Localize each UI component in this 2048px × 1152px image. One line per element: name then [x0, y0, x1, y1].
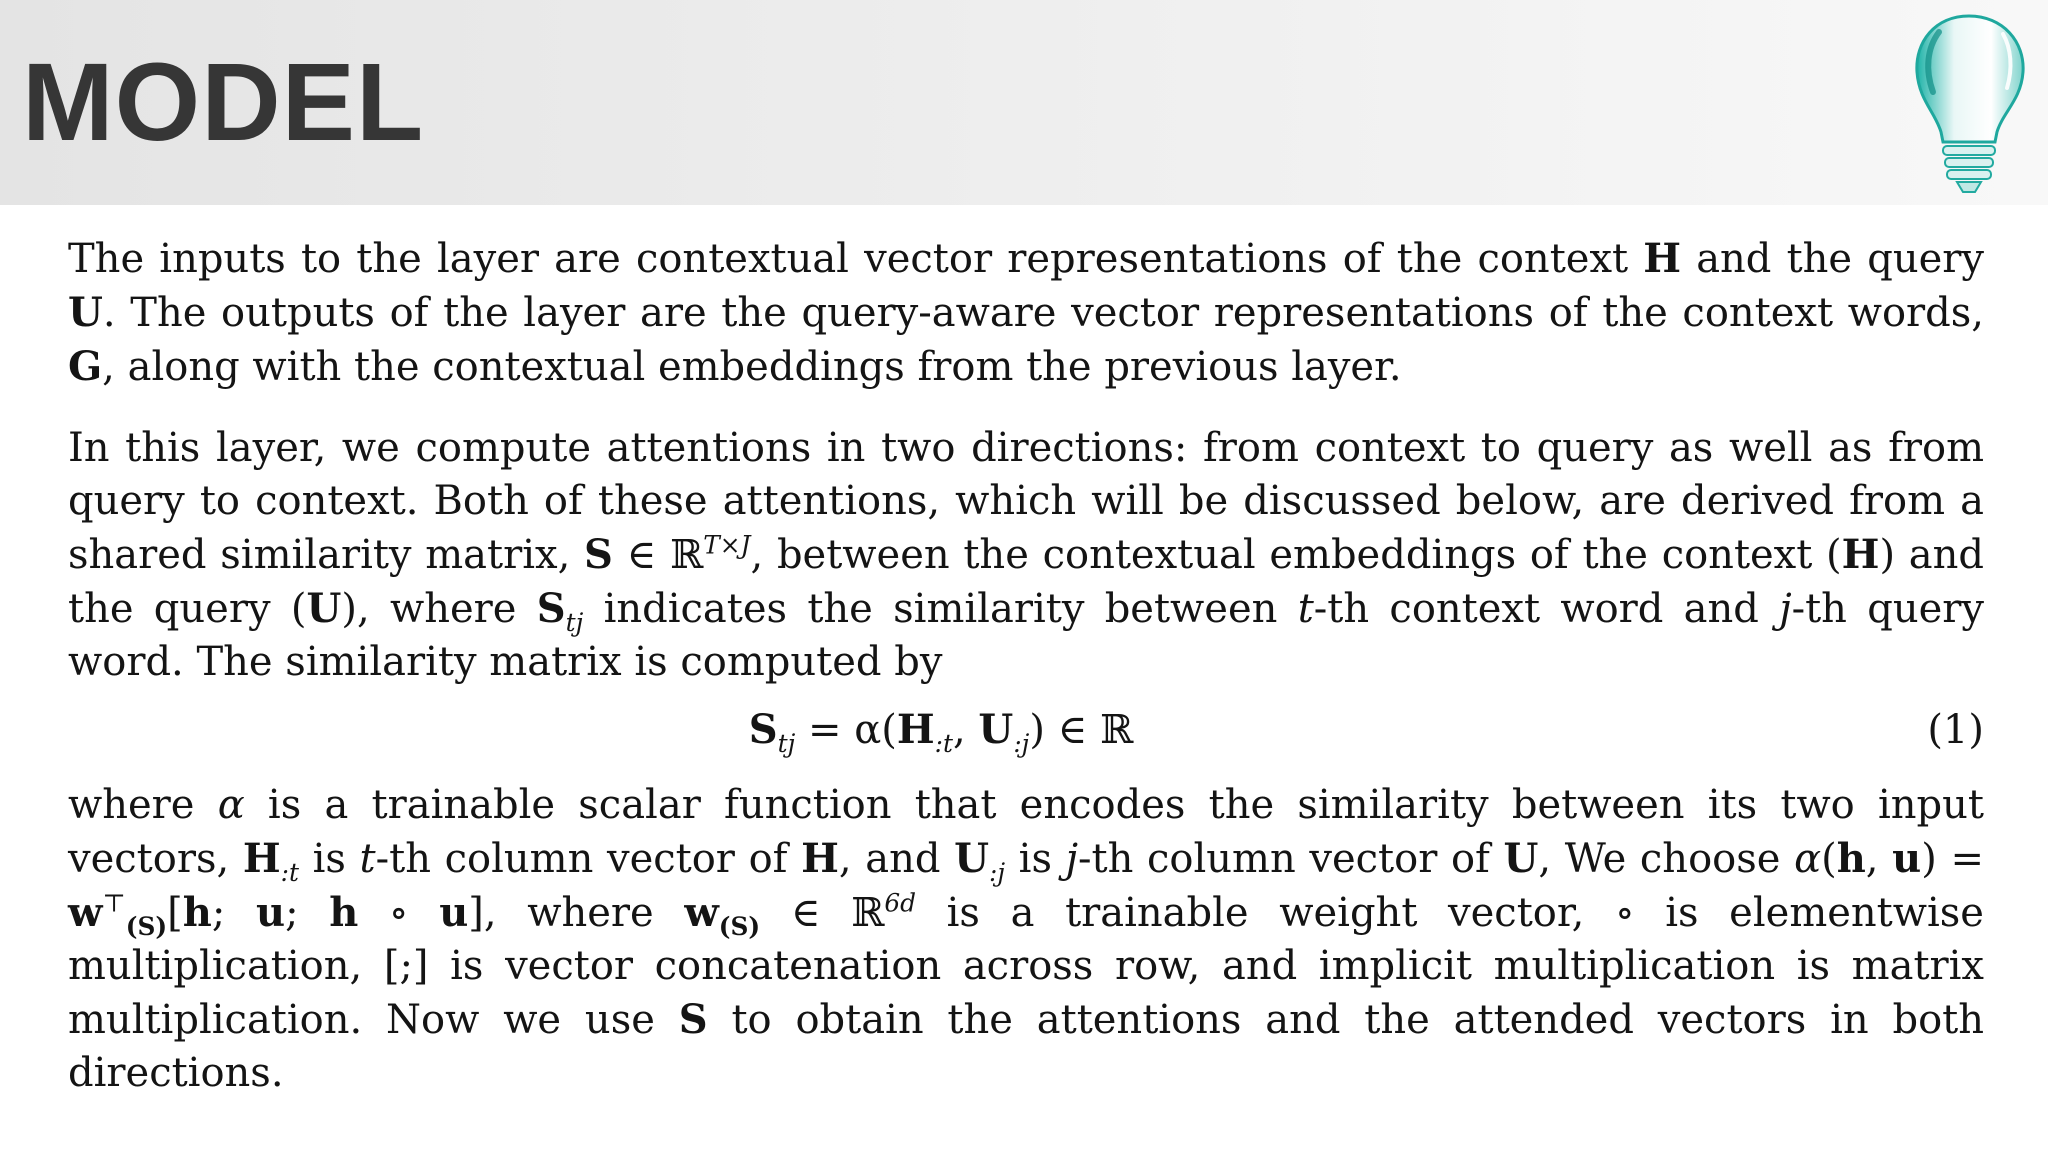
symbol-h: h	[329, 889, 359, 936]
symbol-U: U	[68, 289, 103, 336]
text: ∈ ℝ	[612, 532, 704, 578]
symbol-S-tj: S	[536, 585, 566, 632]
content	[68, 232, 1984, 1100]
text: The inputs to the layer are contextual vector representations of the context	[68, 236, 1644, 282]
subscript-t: :t	[934, 729, 953, 758]
text: ,	[1865, 836, 1893, 882]
subscript-S: (S)	[125, 912, 168, 941]
symbol-S: S	[584, 531, 613, 578]
superscript-transpose: ⊤	[102, 888, 126, 918]
superscript-6d: 6d	[884, 888, 916, 918]
symbol-t: t	[1297, 586, 1314, 632]
symbol-w: w	[68, 889, 103, 936]
paragraph-inputs	[68, 232, 1984, 394]
symbol-H: H	[1643, 235, 1682, 282]
subscript-j: :j	[988, 858, 1006, 887]
text: , along with the contextual embeddings from the previous layer.	[102, 344, 1402, 390]
slide-title: MODEL	[22, 41, 425, 164]
superscript-dims: T×J	[703, 530, 751, 560]
text: indicates the similarity between	[583, 586, 1298, 632]
text: is	[298, 836, 360, 882]
equation-1	[68, 697, 1984, 767]
symbol-j: j	[1779, 586, 1792, 632]
symbol-U: U	[1503, 835, 1539, 882]
equation-body	[68, 697, 1984, 763]
paragraph-alpha	[68, 779, 1984, 1100]
text: -th query word. The similarity matrix is computed by	[68, 586, 1984, 685]
text: In this layer, we compute attentions in two directions: from context to query as well as from query to context. Both of these attentions, which will be discussed below, are derived from a shared similarity matrix,	[68, 425, 1984, 578]
symbol-u: u	[255, 889, 286, 936]
text: ) ∈ ℝ	[1029, 707, 1134, 753]
text: ) =	[1921, 836, 1985, 882]
symbol-h: h	[1836, 835, 1866, 882]
text: = α(	[795, 707, 897, 753]
symbol-u: u	[439, 889, 469, 936]
symbol-alpha: α	[217, 782, 245, 828]
symbol-h: h	[182, 889, 212, 936]
text: -th column vector of	[375, 836, 802, 882]
text: -th column vector of	[1078, 836, 1504, 882]
symbol-S: S	[678, 996, 708, 1043]
text: where	[68, 782, 218, 828]
symbol-U: U	[954, 835, 989, 882]
text: ), where	[341, 586, 537, 632]
text: , We choose	[1538, 836, 1795, 882]
text: , and	[838, 836, 955, 882]
text: ;	[285, 890, 330, 936]
text: ∈ ℝ	[760, 890, 885, 936]
text: [	[167, 890, 183, 936]
text: to obtain the attentions and the attended vectors in both directions.	[68, 997, 1984, 1096]
text: (	[1821, 836, 1837, 882]
text: ], where	[468, 890, 685, 936]
symbol-G: G	[68, 343, 103, 390]
symbol-t: t	[359, 836, 376, 882]
text: ,	[952, 707, 979, 753]
symbol-H: H	[1841, 531, 1880, 578]
subscript-tj: tj	[565, 608, 584, 637]
lightbulb-icon	[1905, 8, 2033, 198]
subscript-tj: tj	[777, 729, 796, 758]
subscript-S: (S)	[718, 912, 761, 941]
text: is a trainable weight vector, ∘ is elementwise multiplication, [;] is vector concatenation across row, and implicit multiplication is matrix multiplication. Now we use	[68, 890, 1984, 1043]
text: -th context word and	[1313, 586, 1780, 632]
paragraph-similarity	[68, 422, 1984, 689]
text: is a trainable scalar function that encodes the similarity between its two input vectors,	[68, 782, 1984, 882]
symbol-U: U	[978, 706, 1014, 753]
symbol-H: H	[242, 835, 281, 882]
symbol-w: w	[684, 889, 719, 936]
subscript-t: :t	[280, 858, 299, 887]
symbol-H: H	[801, 835, 839, 882]
text: and the query	[1681, 236, 1985, 282]
symbol-U: U	[306, 585, 342, 632]
text: ;	[211, 890, 256, 936]
symbol-u: u	[1892, 835, 1922, 882]
text: ∘	[358, 890, 440, 936]
text: , between the contextual embeddings of the context (	[750, 532, 1842, 578]
symbol-S: S	[748, 706, 778, 753]
text: ) and the query (	[68, 532, 1984, 632]
symbol-alpha: α	[1794, 836, 1822, 882]
text: . The outputs of the layer are the query-aware vector representations of the context words,	[102, 290, 1984, 336]
symbol-H: H	[896, 706, 935, 753]
symbol-j: j	[1065, 836, 1079, 882]
subscript-j: :j	[1013, 729, 1030, 758]
text: is	[1005, 836, 1066, 882]
equation-number: (1)	[1927, 707, 1984, 753]
